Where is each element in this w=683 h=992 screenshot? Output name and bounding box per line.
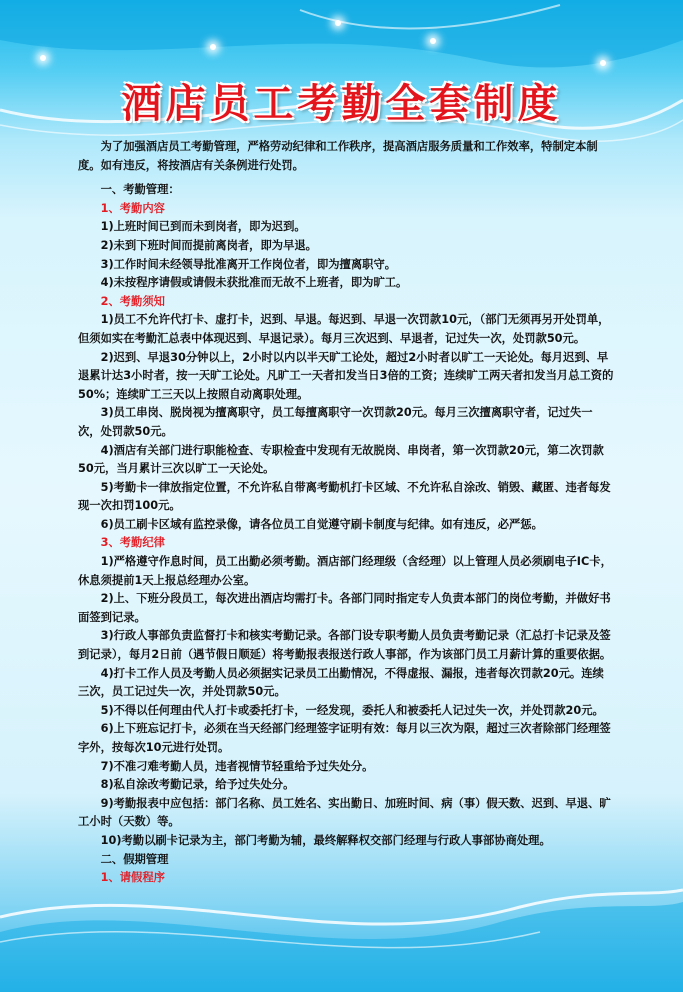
list-item: 5)考勤卡一律放指定位置，不允许私自带离考勤机打卡区域、不允许私自涂改、销毁、藏匿、违者每发现一次扣罚100元。 xyxy=(78,480,611,513)
list-item: 6)上下班忘记打卡，必须在当天经部门经理签字证明有效：每月以三次为限，超过三次者除部门经理签字外，按每次10元进行处罚。 xyxy=(78,722,611,754)
list-item: 4)酒店有关部门进行职能检查、专职检查中发现有无故脱岗、串岗者，第一次罚款20元，第二次罚款50元，当月累计三次以旷工一天论处。 xyxy=(78,443,604,476)
list-item: 3)行政人事部负责监督打卡和核实考勤记录。各部门设专职考勤人员负责考勤记录（汇总打卡记录及签到记录），每月2日前（遇节假日顺延）将考勤报表报送行政人事部，作为该部门员工月薪计算的重要依据。 xyxy=(78,629,612,662)
list-item: 2)迟到、早退30分钟以上，2小时以内以半天旷工论处，超过2小时者以旷工一天论处。每月迟到、早退累计达3小时者，按一天旷工论处。凡旷工一天者扣发当日3倍的工资；连续旷工两天者扣发当月总工资的50%；连续旷工三天以上按照自动离职处理。 xyxy=(78,350,614,401)
subsection-heading: 1、考勤内容 xyxy=(100,201,165,215)
list-item: 1)上班时间已到而未到岗者，即为迟到。 xyxy=(100,220,306,234)
sparkle-icon xyxy=(210,44,216,50)
list-item: 1)严格遵守作息时间，员工出勤必须考勤。酒店部门经理级（含经理）以上管理人员必须刷电子IC卡，休息须提前1天上报总经理办公室。 xyxy=(78,555,612,587)
list-item: 3)员工串岗、脱岗视为擅离职守，员工每擅离职守一次罚款20元。每月三次擅离职守者，记过失一次，处罚款50元。 xyxy=(78,406,593,438)
list-item: 3)工作时间未经领导批准离开工作岗位者，即为擅离职守。 xyxy=(100,257,397,271)
document-body xyxy=(78,138,614,888)
page-title: 酒店员工考勤全套制度 xyxy=(121,81,562,127)
list-item: 1)员工不允许代打卡、虚打卡，迟到、早退。每迟到、早退一次罚款10元，（部门无须再另开处罚单，但须如实在考勤汇总表中体现迟到、早退记录）。每月三次迟到、早退者，记过失一次，处罚款50元。 xyxy=(78,313,610,345)
list-item: 5)不得以任何理由代人打卡或委托打卡，一经发现，委托人和被委托人记过失一次，并处罚款20元。 xyxy=(100,703,604,717)
sparkle-icon xyxy=(335,20,341,26)
sparkle-icon xyxy=(600,60,606,66)
list-item: 8)私自涂改考勤记录，给予过失处分。 xyxy=(100,778,295,792)
sparkle-icon xyxy=(430,38,436,44)
list-item: 6)员工刷卡区域有监控录像，请各位员工自觉遵守刷卡制度与纪律。如有违反，必严惩。 xyxy=(100,517,543,531)
subsection-heading: 3、考勤纪律 xyxy=(100,536,165,550)
subsection-heading: 1、请假程序 xyxy=(100,871,165,885)
list-item: 9)考勤报表中应包括：部门名称、员工姓名、实出勤日、加班时间、病（事）假天数、迟到、早退、旷工小时（天数）等。 xyxy=(78,796,611,829)
section-heading: 一、考勤管理： xyxy=(100,183,180,197)
intro-paragraph: 为了加强酒店员工考勤管理，严格劳动纪律和工作秩序，提高酒店服务质量和工作效率，特制定本制度。如有违反，将按酒店有关条例进行处罚。 xyxy=(78,140,598,172)
sparkle-icon xyxy=(40,55,46,61)
list-item: 4)未按程序请假或请假未获批准而无故不上班者，即为旷工。 xyxy=(100,276,408,290)
subsection-heading: 2、考勤须知 xyxy=(100,294,165,308)
list-item: 2)上、下班分段员工，每次进出酒店均需打卡。各部门同时指定专人负责本部门的岗位考勤，并做好书面签到记录。 xyxy=(78,592,611,624)
list-item: 4)打卡工作人员及考勤人员必须据实记录员工出勤情况，不得虚报、漏报，违者每次罚款20元。连续三次，员工记过失一次，并处罚款50元。 xyxy=(78,666,604,699)
list-item: 10)考勤以刷卡记录为主，部门考勤为辅，最终解释权交部门经理与行政人事部协商处理。 xyxy=(100,833,551,847)
list-item: 2)未到下班时间而提前离岗者，即为早退。 xyxy=(100,238,317,252)
section-heading: 二、假期管理 xyxy=(100,852,169,866)
list-item: 7)不准刁难考勤人员，违者视情节轻重给予过失处分。 xyxy=(100,759,374,773)
